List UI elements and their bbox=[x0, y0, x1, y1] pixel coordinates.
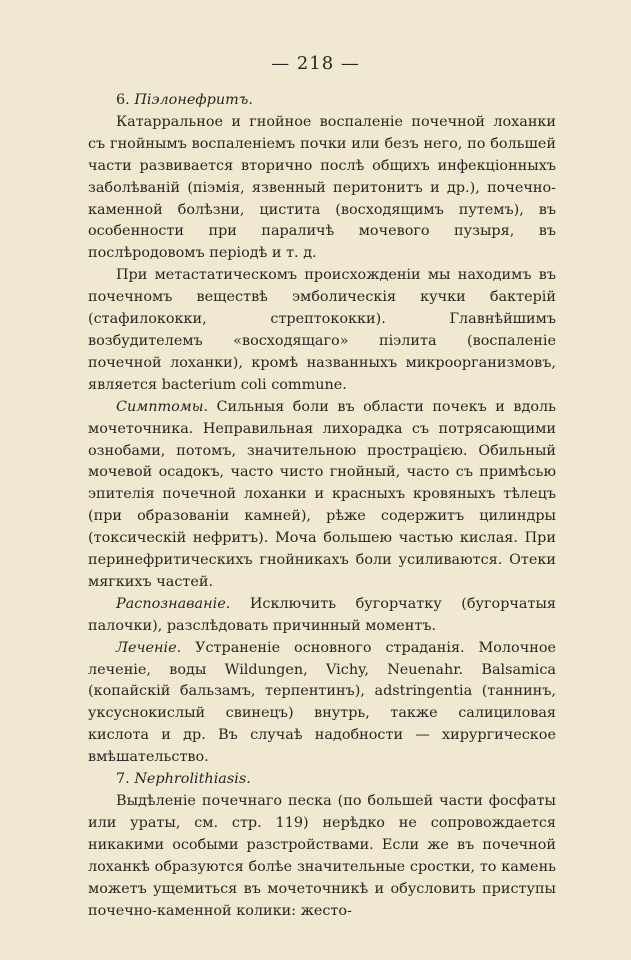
subsection-label: Леченіе. bbox=[116, 639, 182, 656]
section-number: 7. bbox=[116, 771, 130, 788]
section-number: 6. bbox=[116, 92, 130, 108]
subsection-text: Устраненіе основного страданія. Молочное леченіе, воды Wildungen, Vichy, Neuenahr. Balsamica (копайскій бальзамъ, терпентинъ), adstringentia (таннинъ, уксуснокислый свинецъ) внутрь, также салициловая кислота и др. Въ случаѣ надобности — хирургическое вмѣшательство. bbox=[88, 639, 556, 766]
paragraph: Катарральное и гнойное воспаленіе почечной лоханки съ гнойнымъ воспаленіемъ почки или безъ него, по большей части развивается вторично послѣ общихъ инфекціонныхъ заболѣваній (піэмія, язвенный перитонитъ и др.), почечно-каменной болѣзни, цистита (восходящимъ путемъ), въ особенности при параличѣ мочевого пузыря, въ послѣродовомъ періодѣ и т. д. bbox=[88, 113, 556, 262]
section-title: Піэлонефритъ. bbox=[134, 92, 253, 108]
subsection-treatment bbox=[88, 638, 556, 769]
subsection-symptoms bbox=[88, 397, 556, 594]
page-number: — 218 — bbox=[271, 53, 360, 74]
page-content bbox=[88, 90, 556, 922]
subsection-label: Распознаваніе. bbox=[116, 595, 231, 612]
subsection-text: Сильныя боли въ области почекъ и вдоль мочеточника. Неправильная лихорадка съ потрясающими ознобами, потомъ, значительною прострацією. Обильный мочевой осадокъ, часто чисто гнойный, часто съ примѣсью эпителія почечной лоханки и красныхъ кровяныхъ тѣлецъ (при образованіи камней), рѣже содержитъ цилиндры (токсическій нефритъ). Моча большею частью кислая. При перинефритическихъ гнойникахъ боли усиливаются. Отеки мягкихъ частей. bbox=[88, 398, 556, 590]
subsection-diagnosis bbox=[88, 594, 556, 638]
paragraph: При метастатическомъ происхожденіи мы находимъ въ почечномъ веществѣ эмболическія кучки бактерій (стафилококки, стрептококки). Главнѣйшимъ возбудителемъ «восходящаго» піэлита (воспаленіе почечной лоханки), кромѣ названныхъ микроорганизмовъ, является bacterium coli commune. bbox=[88, 267, 556, 393]
paragraph: Выдѣленіе почечнаго песка (по большей части фосфаты или ураты, см. стр. 119) нерѣдко не сопровождается никакими особыми разстройствами. Если же въ почечной лоханкѣ образуются болѣе значительные сростки, то камень можетъ ущемиться въ мочеточникѣ и обусловить приступы почечно-каменной колики: жесто- bbox=[88, 793, 556, 919]
section-heading-nephrolithiasis bbox=[88, 769, 556, 791]
subsection-text: Исключить бугорчатку (бугорчатыя палочки), разслѣдовать причинный моментъ. bbox=[88, 595, 556, 634]
subsection-label: Симптомы. bbox=[116, 398, 209, 415]
section-title: Nephrolithiasis. bbox=[134, 771, 251, 788]
section-heading-pyelonephritis bbox=[88, 90, 556, 112]
